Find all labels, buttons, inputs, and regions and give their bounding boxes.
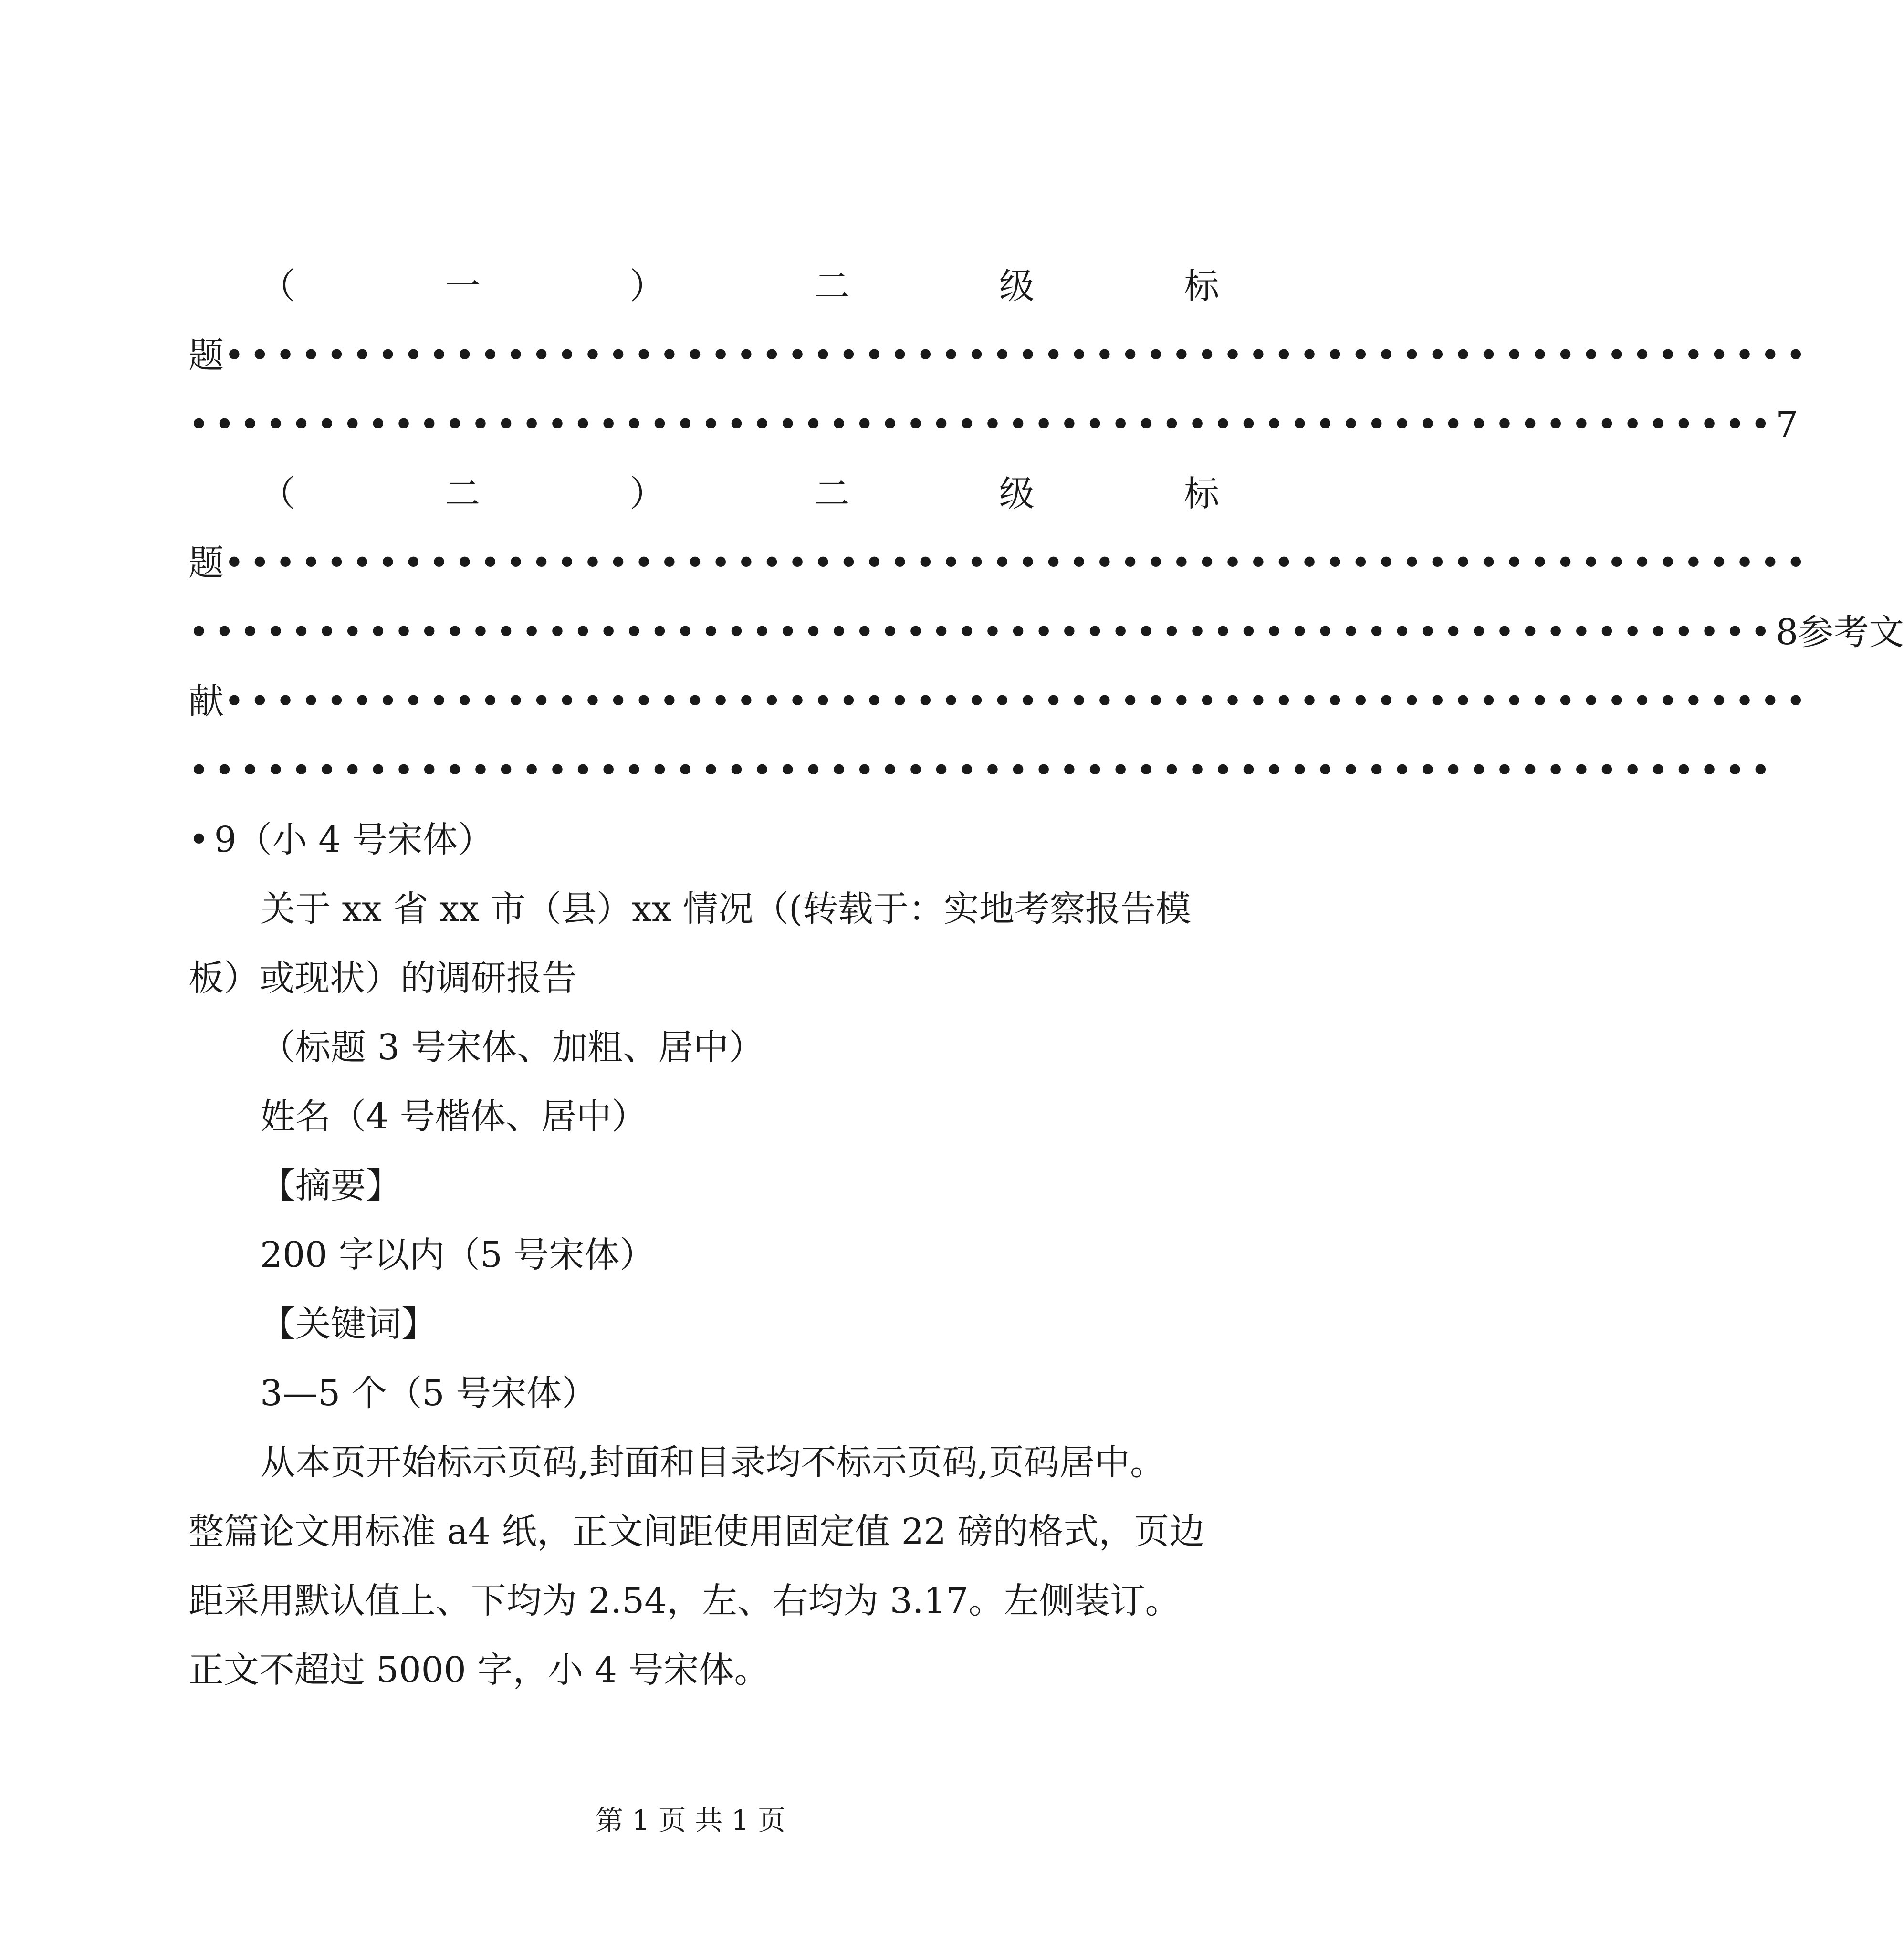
- paragraph-line-3: 距采用默认值上、下均为 2.54，左、右均为 3.17。左侧装订。: [188, 1580, 1181, 1621]
- toc-char: ）: [629, 266, 665, 307]
- report-title-line-1: 关于 xx 省 xx 市（县）xx 情况（(转载于：实地考察报告模: [260, 888, 1191, 930]
- toc-lead-char: 献: [188, 681, 224, 722]
- toc-char: 标: [1183, 473, 1219, 514]
- toc-char: 考: [1833, 612, 1869, 653]
- toc-char: 二: [445, 473, 481, 514]
- toc-char: 二: [814, 266, 850, 307]
- toc-char: （: [260, 266, 295, 307]
- toc-leader-dots: ••••••••••••••••••••••••••••••••••••••••••••••••••••••••••••••: [188, 404, 1776, 445]
- abstract-text: 200 字以内（5 号宋体）: [260, 1234, 655, 1275]
- report-title-line-2: 板）或现状）的调研报告: [188, 958, 577, 999]
- toc-item-2-row-3: [188, 604, 1904, 661]
- toc-page-number: 8: [1776, 612, 1799, 653]
- toc-item-1-row-1: [260, 258, 1219, 315]
- toc-ref-row-3: [188, 742, 1776, 799]
- toc-char: ）: [629, 473, 665, 514]
- toc-char: 级: [999, 473, 1035, 514]
- toc-char: 二: [814, 473, 850, 514]
- paragraph-line-2: 整篇论文用标准 a4 纸，正文间距使用固定值 22 磅的格式，页边: [188, 1511, 1205, 1552]
- toc-char: 参: [1798, 612, 1834, 653]
- paragraph-line-4: 正文不超过 5000 字，小 4 号宋体。: [188, 1650, 770, 1691]
- paragraph-line-1: 从本页开始标示页码,封面和目录均不标示页码,页码居中。: [260, 1442, 1166, 1483]
- toc-page-number: 7: [1776, 404, 1799, 445]
- page-footer: 第 1 页 共 1 页: [596, 1804, 785, 1837]
- toc-char: 文: [1869, 612, 1904, 653]
- toc-ref-heading: [1798, 604, 1904, 661]
- toc-char: 一: [445, 266, 481, 307]
- toc-item-1-row-3: [188, 396, 1799, 453]
- toc-leader-dots: ••••••••••••••••••••••••••••••••••••••••••••••••••••••••••••••: [188, 750, 1776, 791]
- toc-leader-dots: ••••••••••••••••••••••••••••••••••••••••••••••••••••••••••••••: [224, 681, 1811, 722]
- toc-lead-char: 题: [188, 543, 224, 584]
- toc-char: 标: [1183, 266, 1219, 307]
- toc-leader-dots: ••••••••••••••••••••••••••••••••••••••••••••••••••••••••••••••: [224, 335, 1811, 376]
- abstract-label: 【摘要】: [260, 1165, 401, 1206]
- keywords-text: 3—5 个（5 号宋体）: [260, 1373, 597, 1414]
- author-name-line: 姓名（4 号楷体、居中）: [260, 1096, 647, 1137]
- toc-item-2-row-2: [188, 534, 1811, 592]
- toc-item-2-row-1: [260, 465, 1219, 522]
- report-title-note: （标题 3 号宋体、加粗、居中）: [260, 1027, 764, 1068]
- toc-char: （: [260, 473, 295, 514]
- toc-ref-page-line: 9（小 4 号宋体）: [214, 819, 493, 860]
- toc-lead-char: 题: [188, 335, 224, 376]
- toc-item-1-row-2: [188, 327, 1811, 384]
- toc-ref-row-4: • 9（小 4 号宋体）: [188, 811, 1219, 868]
- toc-ref-row-2: [188, 673, 1811, 730]
- toc-leader-dots: ••••••••••••••••••••••••••••••••••••••••••••••••••••••••••••••: [188, 612, 1776, 653]
- keywords-label: 【关键词】: [260, 1304, 437, 1345]
- toc-leader-dots: ••••••••••••••••••••••••••••••••••••••••••••••••••••••••••••••: [224, 543, 1811, 584]
- toc-char: 级: [999, 266, 1035, 307]
